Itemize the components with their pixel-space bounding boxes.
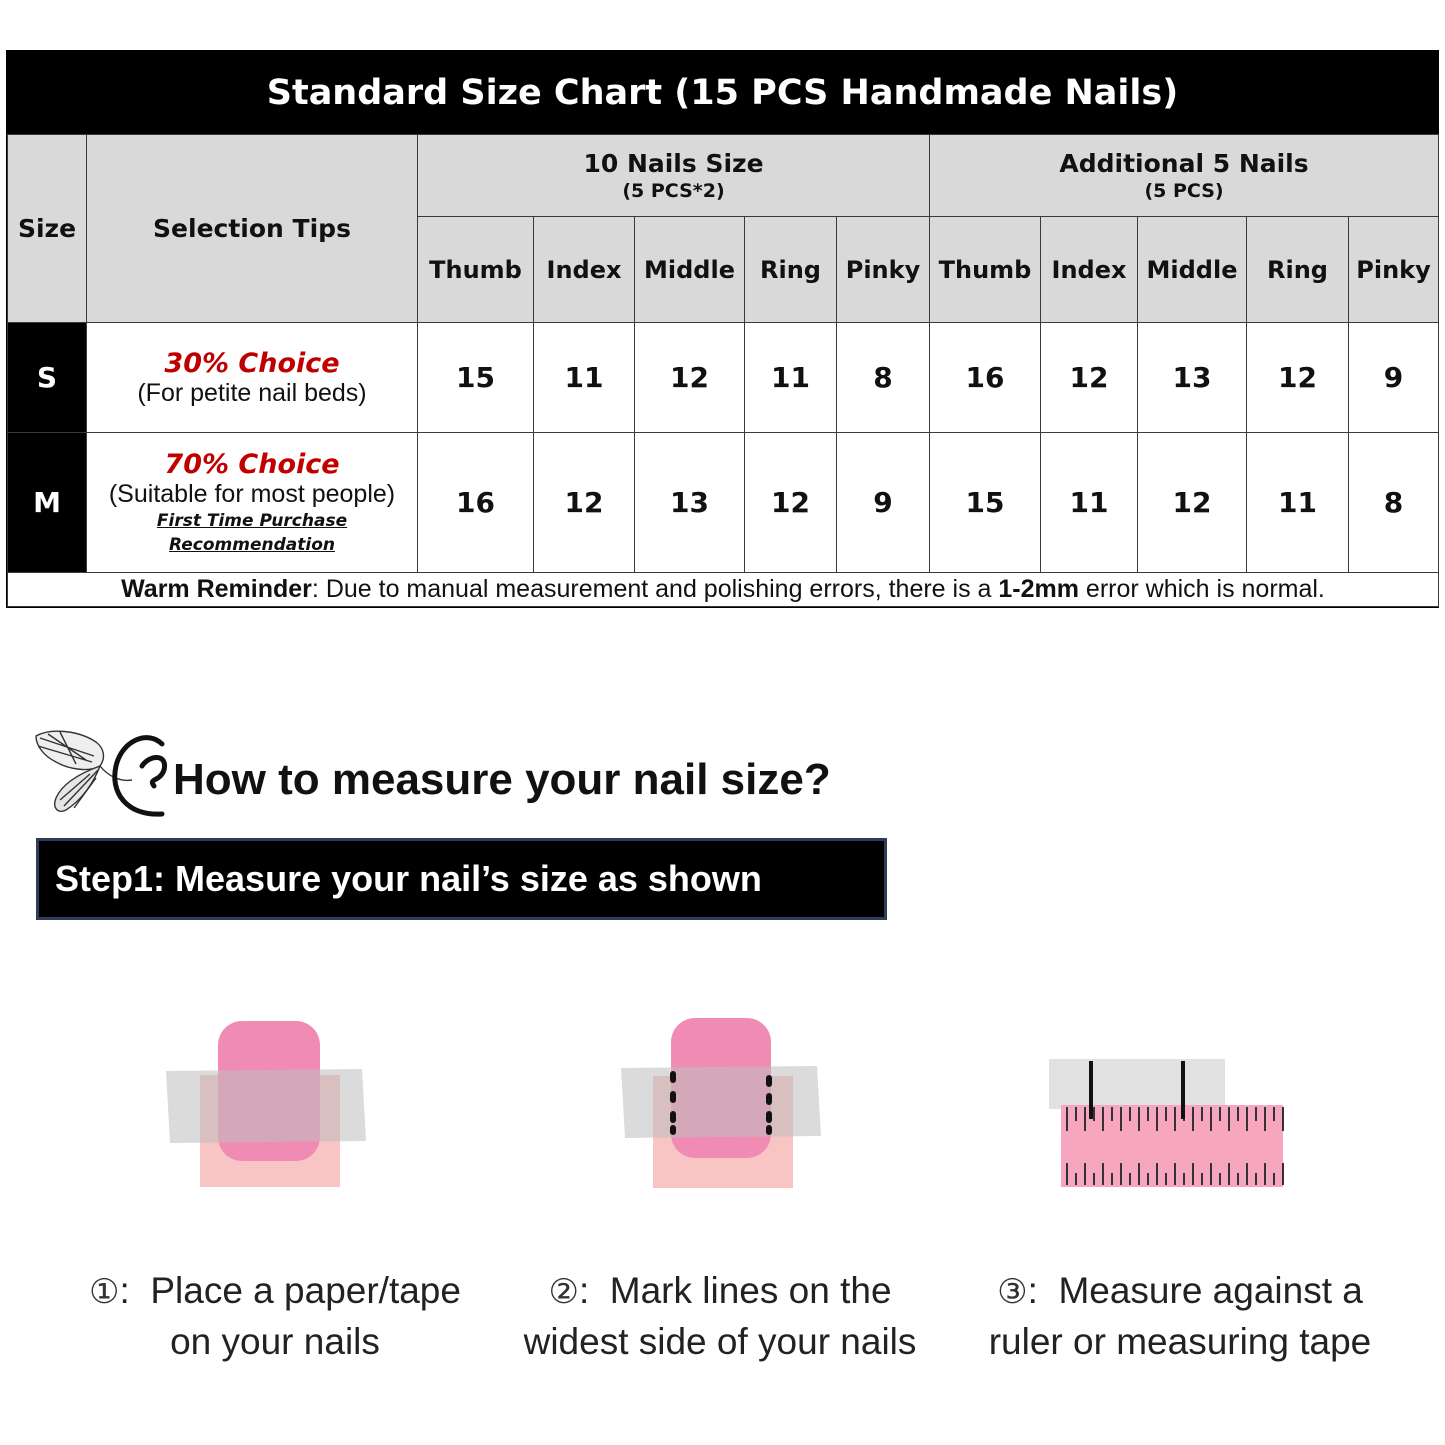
butterfly-logo-icon: [30, 726, 170, 822]
reminder-text: : Due to manual measurement and polishing errors, there is a: [311, 575, 999, 603]
size-value: 11: [745, 323, 837, 433]
selection-tip: [87, 323, 418, 433]
selection-tip: [87, 433, 418, 573]
size-value: 12: [745, 433, 837, 573]
finger-header: Middle: [635, 217, 745, 323]
size-label: S: [8, 323, 87, 433]
caption-line: Measure against a: [1058, 1270, 1363, 1311]
finger-header: Index: [1041, 217, 1138, 323]
size-value: 9: [1349, 323, 1439, 433]
purchase-recommendation: First Time Purchase: [156, 510, 348, 531]
size-value: 13: [635, 433, 745, 573]
reminder-error: 1-2mm: [998, 575, 1079, 603]
size-chart: [6, 50, 1439, 608]
finger-header: Index: [534, 217, 635, 323]
ruler-illustration: [1045, 1055, 1290, 1195]
finger-header: Pinky: [837, 217, 930, 323]
size-value: 15: [930, 433, 1041, 573]
size-value: 8: [837, 323, 930, 433]
ten-nails-header: [418, 135, 930, 217]
nail-marked-illustration: [615, 1012, 825, 1192]
nail-tape-illustration: [162, 1015, 372, 1195]
size-value: 16: [930, 323, 1041, 433]
choice-percent: 30% Choice: [164, 347, 340, 379]
size-value: 9: [837, 433, 930, 573]
step-caption-3: ③: Measure against a ruler or measuring tape: [960, 1266, 1400, 1367]
size-value: 8: [1349, 433, 1439, 573]
finger-header: Thumb: [418, 217, 534, 323]
finger-header: Ring: [745, 217, 837, 323]
size-value: 13: [1138, 323, 1247, 433]
reminder-text-end: error which is normal.: [1078, 575, 1325, 603]
size-table: [7, 134, 1439, 607]
size-value: 11: [1247, 433, 1349, 573]
purchase-recommendation: Recommendation: [169, 534, 335, 555]
size-value: 11: [1041, 433, 1138, 573]
choice-description: (For petite nail beds): [137, 378, 367, 407]
reminder-label: Warm Reminder: [121, 575, 312, 603]
size-value: 12: [1041, 323, 1138, 433]
step1-banner: Step1: Measure your nail’s size as shown: [36, 838, 887, 920]
selection-tips-header: Selection Tips: [87, 135, 418, 323]
step-caption-1: ①: Place a paper/tape on your nails: [40, 1266, 510, 1367]
step-caption-2: ②: Mark lines on the widest side of your nails: [500, 1266, 940, 1367]
how-to-measure-title: How to measure your nail size?: [173, 755, 831, 804]
finger-header: Middle: [1138, 217, 1247, 323]
caption-line: Mark lines on the: [609, 1270, 892, 1311]
size-value: 11: [534, 323, 635, 433]
ten-nails-sub: (5 PCS*2): [622, 180, 725, 202]
step-number-1: ①: [89, 1272, 120, 1312]
size-value: 12: [534, 433, 635, 573]
size-value: 12: [635, 323, 745, 433]
caption-line: Place a paper/tape: [150, 1270, 461, 1311]
finger-header: Ring: [1247, 217, 1349, 323]
finger-header: Thumb: [930, 217, 1041, 323]
size-value: 12: [1138, 433, 1247, 573]
caption-line: widest side of your nails: [523, 1321, 917, 1362]
additional-nails-sub: (5 PCS): [1144, 180, 1224, 202]
additional-nails-header: [930, 135, 1439, 217]
size-value: 12: [1247, 323, 1349, 433]
step-number-2: ②: [548, 1272, 579, 1312]
warm-reminder: [8, 573, 1439, 607]
additional-nails-label: Additional 5 Nails: [1059, 149, 1309, 178]
finger-header: Pinky: [1349, 217, 1439, 323]
size-label: M: [8, 433, 87, 573]
caption-line: ruler or measuring tape: [988, 1321, 1372, 1362]
chart-title: Standard Size Chart (15 PCS Handmade Nails): [7, 51, 1438, 134]
size-value: 16: [418, 433, 534, 573]
choice-percent: 70% Choice: [164, 448, 340, 480]
table-row: [8, 323, 1439, 433]
size-value: 15: [418, 323, 534, 433]
caption-line: on your nails: [170, 1321, 380, 1362]
ten-nails-label: 10 Nails Size: [583, 149, 764, 178]
step-number-3: ③: [997, 1272, 1028, 1312]
table-row: [8, 433, 1439, 573]
size-header: Size: [8, 135, 87, 323]
choice-description: (Suitable for most people): [108, 479, 396, 508]
